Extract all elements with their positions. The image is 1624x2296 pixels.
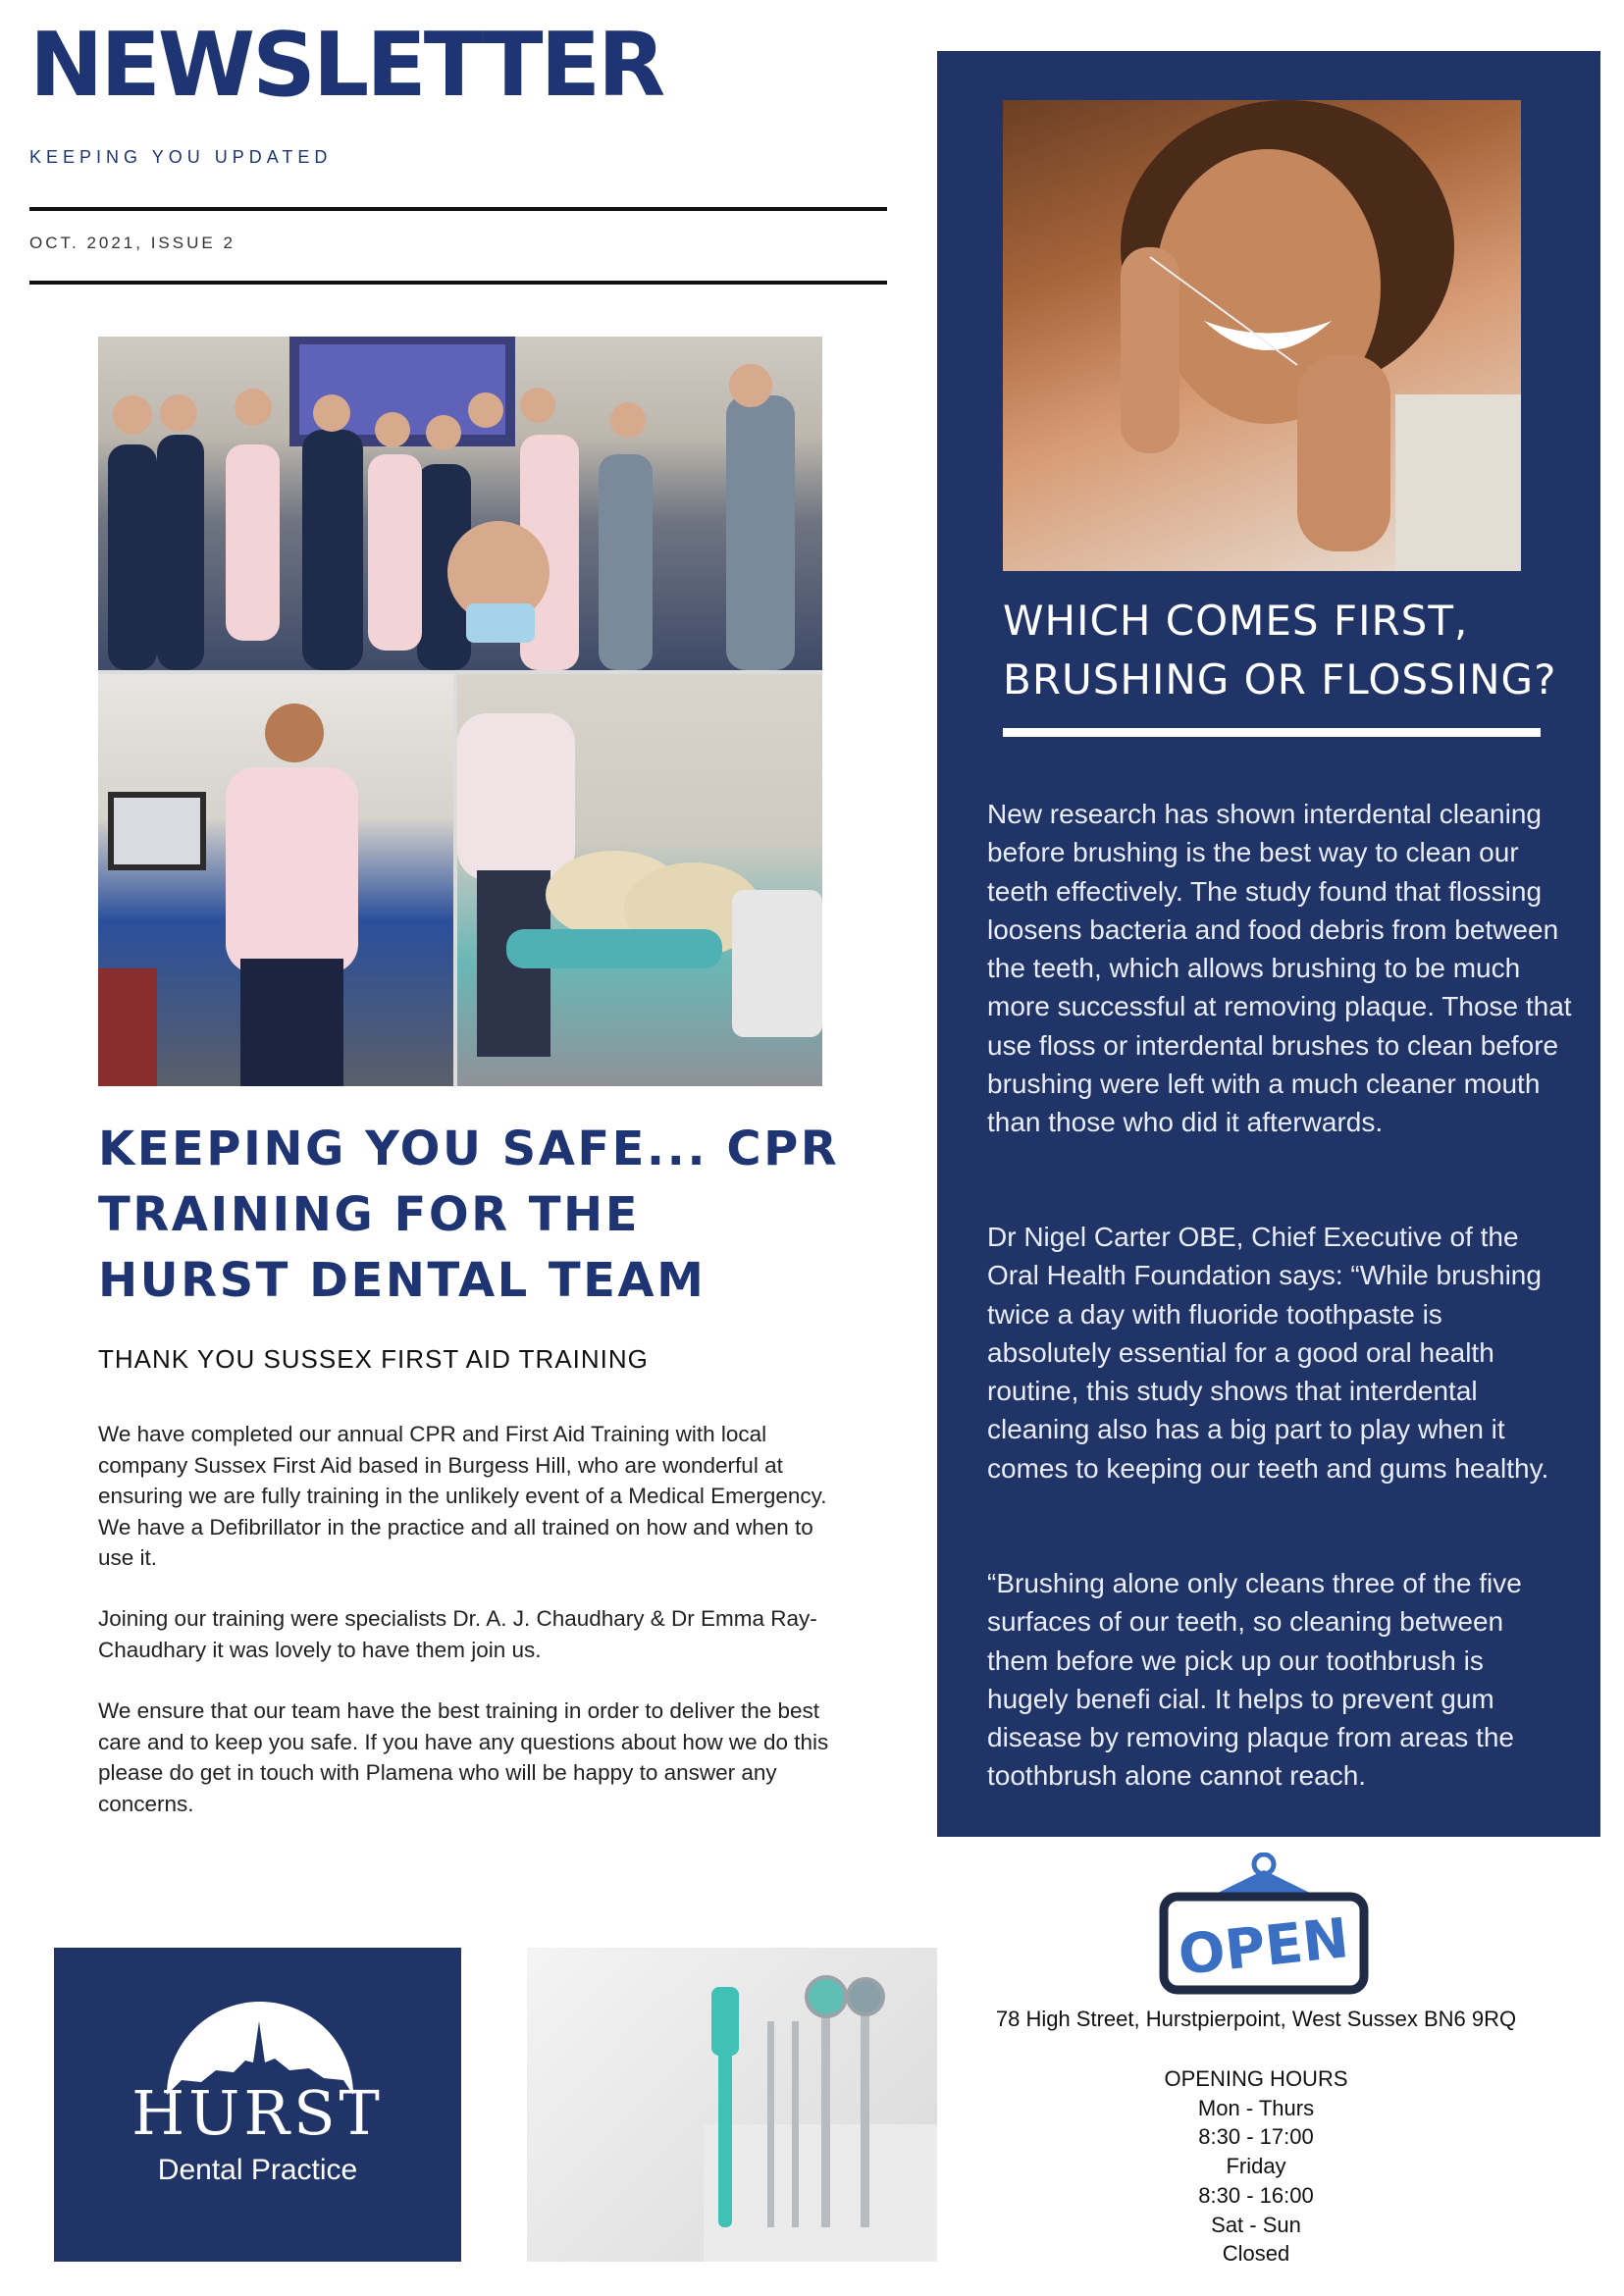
cpr-instructor-photo: [98, 674, 453, 1086]
newsletter-title: NEWSLETTER: [29, 14, 663, 117]
team-group-photo: [98, 337, 822, 670]
opening-hours-line: Mon - Thurs: [1197, 2095, 1315, 2120]
opening-hours-line: Closed: [1222, 2241, 1290, 2267]
flossing-paragraph: Dr Nigel Carter OBE, Chief Executive of the Oral Health Foundation says: “While brushing twice a day with fluoride toothpaste is absolutely essential for a good oral health routine, this study shows that interdental cleaning also has a big part to play when it comes to keeping our teeth and gums healthy.: [987, 1222, 1549, 1484]
practice-address: 78 High Street, Hurstpierpoint, West Sussex BN6 9RQ: [995, 2007, 1517, 2031]
cpr-manikin-photo: [457, 674, 822, 1086]
open-sign-icon: [1156, 1852, 1372, 2000]
opening-hours: [1060, 2064, 1452, 2269]
opening-hours-line: Sat - Sun: [1211, 2212, 1301, 2237]
flossing-paragraph: “Brushing alone only cleans three of the five surfaces of our teeth, so cleaning between them before we pick up our toothbrush is hugely benefi cial. It helps to prevent gum disease by removing plaque from areas the toothbrush alone cannot reach.: [987, 1568, 1522, 1792]
cpr-article-subheading: THANK YOU SUSSEX FIRST AID TRAINING: [98, 1344, 649, 1374]
newsletter-subtitle: KEEPING YOU UPDATED: [29, 147, 333, 167]
masthead-divider-bottom: [29, 281, 887, 285]
cpr-article-headline: KEEPING YOU SAFE... CPR TRAINING FOR THE HURST DENTAL TEAM: [98, 1122, 840, 1308]
woman-flossing-photo: [1003, 100, 1521, 571]
issue-date: OCT. 2021, ISSUE 2: [29, 234, 236, 252]
logo-wordmark: HURST: [131, 2077, 384, 2149]
opening-hours-line: 8:30 - 16:00: [1198, 2182, 1314, 2208]
flossing-article-headline: WHICH COMES FIRST, BRUSHING OR FLOSSING?: [1003, 597, 1557, 704]
hurst-dental-logo: [54, 1948, 461, 2262]
training-photo-collage: [98, 337, 822, 1086]
open-sign-text: OPEN: [1175, 1906, 1352, 1988]
dental-tools-photo: [527, 1948, 937, 2262]
cpr-paragraph: We have completed our annual CPR and First Aid Training with local company Sussex First Aid based in Burgess Hill, who are wonderful at ensuring we are fully training in the unlikely event of a Medical Emergency. We have a Defibrillator in the practice and all trained on how and when to use it.: [98, 1422, 827, 1570]
flossing-paragraph: New research has shown interdental cleaning before brushing is the best way to clean our teeth effectively. The study found that flossing loosens bacteria and food debris from between the teeth, which allows brushing to be much more successful at removing plaque. Those that use floss or interdental brushes to clean before brushing were left with a much cleaner mouth than those who did it afterwards.: [987, 799, 1572, 1138]
cpr-paragraph: We ensure that our team have the best training in order to deliver the best care and to keep you safe. If you have any questions about how we do this please do get in touch with Plamena who will be happy to answer any concerns.: [98, 1698, 829, 1816]
opening-hours-line: Friday: [1226, 2154, 1286, 2179]
opening-hours-line: 8:30 - 17:00: [1198, 2124, 1314, 2150]
masthead-divider-top: [29, 207, 887, 211]
cpr-paragraph: Joining our training were specialists Dr. A. J. Chaudhary & Dr Emma Ray-Chaudhary it was lovely to have them join us.: [98, 1606, 817, 1662]
headline-underline: [1003, 728, 1541, 737]
opening-hours-heading: OPENING HOURS: [1164, 2066, 1348, 2091]
logo-tagline: Dental Practice: [157, 2154, 358, 2186]
